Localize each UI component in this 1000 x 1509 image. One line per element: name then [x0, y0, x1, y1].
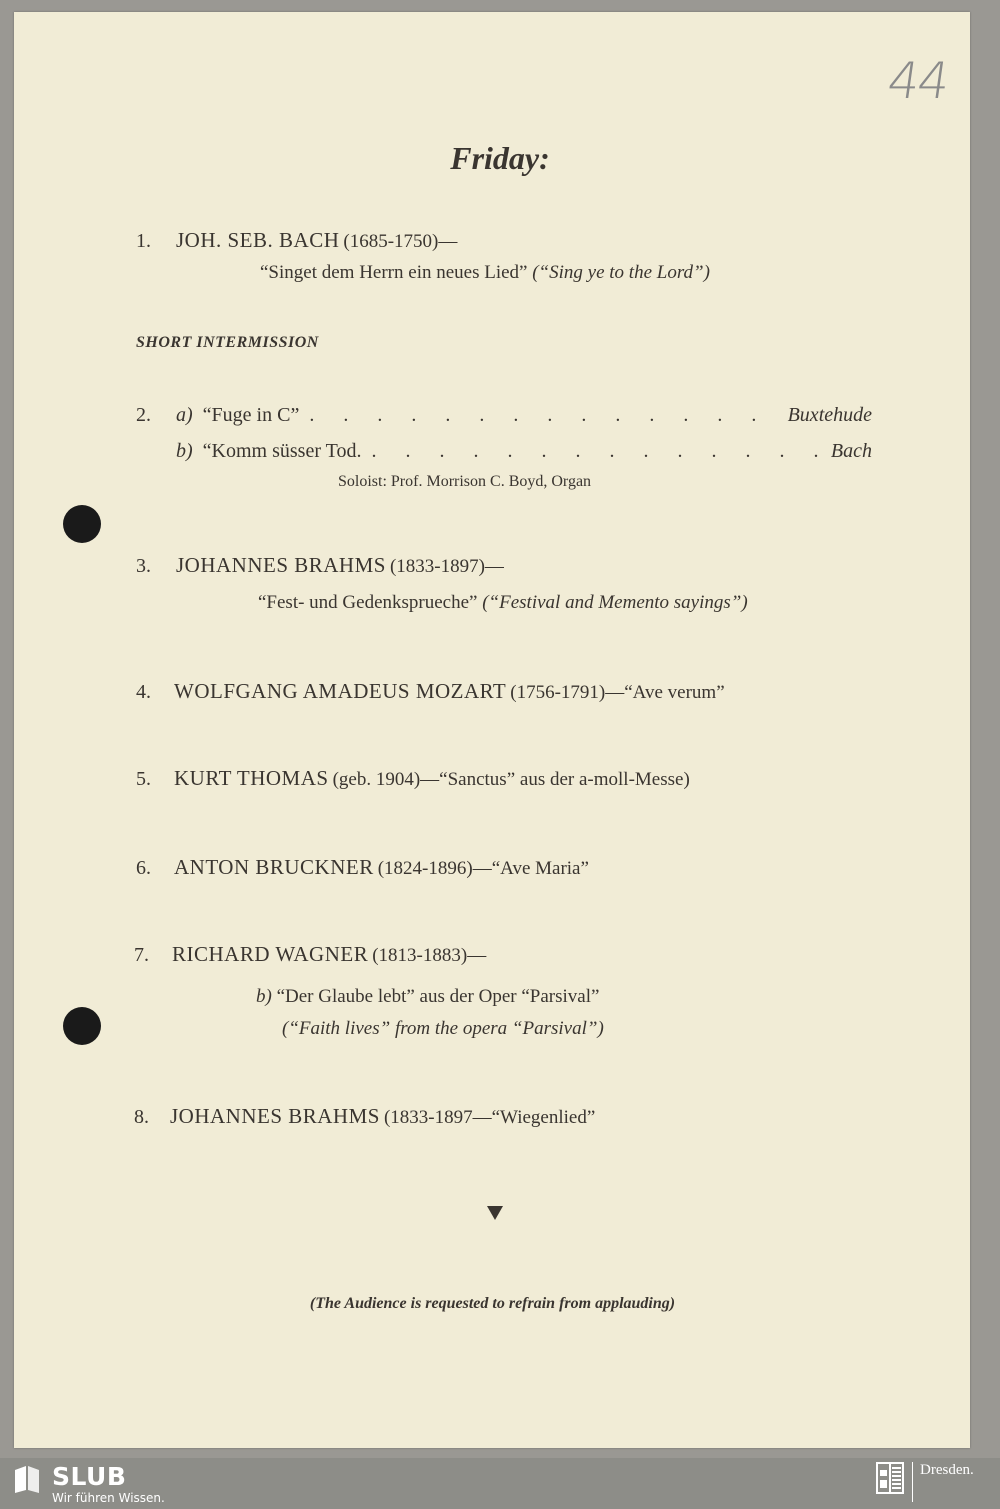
work-title: “Fuge in C” [202, 404, 300, 426]
audience-footnote: (The Audience is requested to refrain from applauding) [309, 1295, 676, 1312]
composer-dates-work: (1756-1791)—“Ave verum” [510, 682, 725, 703]
intermission-label: SHORT INTERMISSION [136, 334, 319, 351]
item-number: 4. [136, 681, 151, 703]
work-composer: Bach [830, 440, 872, 462]
composer-dates-work: (1824-1896)—“Ave Maria” [377, 858, 589, 879]
composer-name: JOHANNES BRAHMS [176, 553, 386, 577]
item-number: 2. [136, 404, 151, 426]
program-item-2b [176, 440, 872, 466]
item-number: 7. [134, 944, 149, 966]
work-translation: (“Sing ye to the Lord”) [532, 262, 710, 283]
work-translation: (“Faith lives” from the opera “Parsival”) [282, 1018, 604, 1039]
composer-dates: (1813-1883)— [372, 945, 487, 966]
work-composer: Buxtehude [787, 404, 872, 426]
library-tagline: Wir führen Wissen. [52, 1491, 165, 1505]
viewer-footer [0, 1458, 1000, 1509]
composer-dates-work: (1833-1897—“Wiegenlied” [383, 1107, 596, 1128]
dresden-crest-icon [876, 1462, 904, 1494]
footer-divider [912, 1462, 913, 1502]
composer-name: RICHARD WAGNER [172, 942, 369, 966]
work-title: “Fest- und Gedenksprueche” [258, 592, 478, 613]
program-page [14, 12, 970, 1448]
sub-item-letter: a) [176, 404, 193, 426]
item-number: 8. [134, 1106, 149, 1128]
punch-hole-lower [63, 1007, 101, 1045]
slub-book-icon [12, 1464, 42, 1494]
sub-item-letter: b) [176, 440, 193, 462]
dot-leader [309, 404, 777, 427]
work-title: “Singet dem Herrn ein neues Lied” [260, 262, 528, 283]
program-item-7-work [256, 986, 599, 1008]
item-number: 3. [136, 555, 151, 577]
program-item-3-work [258, 592, 748, 614]
composer-name: JOH. SEB. BACH [176, 228, 340, 252]
item-number: 1. [136, 230, 151, 252]
city-name[interactable]: Dresden. [920, 1462, 974, 1478]
program-item-2a [176, 404, 872, 430]
item-number: 6. [136, 857, 151, 879]
composer-dates: (1685-1750)— [343, 231, 458, 252]
page-heading: Friday: [450, 140, 550, 176]
dot-leader [371, 440, 820, 463]
composer-name: KURT THOMAS [174, 766, 329, 790]
work-translation: (“Festival and Memento sayings”) [482, 592, 748, 613]
work-title: “Komm süsser Tod. [202, 440, 362, 462]
work-title: “Der Glaube lebt” aus der Oper “Parsival” [276, 986, 600, 1007]
punch-hole-upper [63, 505, 101, 543]
composer-dates: (1833-1897)— [389, 556, 504, 577]
sub-item-letter: b) [256, 986, 272, 1007]
program-item-1-work [260, 262, 710, 284]
item-number: 5. [136, 768, 151, 790]
handwritten-page-number: 44 [883, 52, 952, 110]
composer-name: JOHANNES BRAHMS [170, 1104, 380, 1128]
ornament-arrow-icon [487, 1206, 503, 1220]
composer-dates-work: (geb. 1904)—“Sanctus” aus der a-moll-Messe) [332, 769, 690, 790]
library-name[interactable]: SLUB [52, 1462, 127, 1491]
composer-name: WOLFGANG AMADEUS MOZART [174, 679, 507, 703]
composer-name: ANTON BRUCKNER [174, 855, 374, 879]
soloist-credit: Soloist: Prof. Morrison C. Boyd, Organ [338, 473, 592, 490]
